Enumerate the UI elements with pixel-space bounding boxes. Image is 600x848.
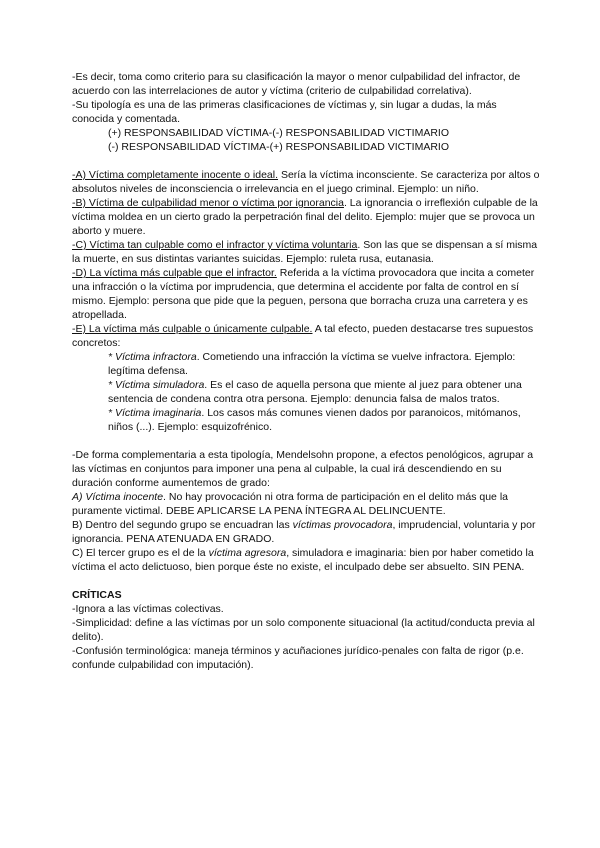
penal-group-c xyxy=(72,546,540,574)
penal-group-a-title: A) Víctima inocente xyxy=(72,491,164,503)
type-d-body: Referida a la víctima provocadora que incita a cometer una infracción o la víctima por imprudencia, que determina el accidente por falta de control en sí mismo. Ejemplo: persona que pide que la peguen, persona que borracha cruza una carretera y es atropellada. xyxy=(72,267,535,321)
critica-item-2: -Simplicidad: define a las víctimas por un solo componente situacional (la actitud/conducta previa al delito). xyxy=(72,617,535,643)
type-c-body: . Son las que se dispensan a sí misma la muerte, en sus distintas variantes suicidas. Ejemplo: ruleta rusa, eutanasia. xyxy=(72,239,538,265)
penal-group-b-term: víctimas provocadora xyxy=(292,519,393,531)
intro-paragraph-tipologia: -Su tipología es una de las primeras clasificaciones de víctimas y, sin lugar a dudas, la más conocida y comentada. xyxy=(72,99,497,125)
type-a-title: -A) Víctima completamente inocente o ideal. xyxy=(72,169,279,181)
penal-group-c-body: , simuladora e imaginaria: bien por haber cometido la víctima el acto delictuoso, bien porque éste no existe, el inculpado debe ser absuelto. SIN PENA. xyxy=(72,547,534,573)
type-e-title: -E) La víctima más culpable o únicamente culpable. xyxy=(72,323,313,335)
penal-group-b xyxy=(72,518,540,546)
subtype-infractora-title: * Víctima infractora xyxy=(108,351,197,363)
subtype-simuladora-title: * Víctima simuladora xyxy=(108,379,205,391)
penal-group-c-lead: C) El tercer grupo es el de la xyxy=(72,547,209,559)
type-d-title: -D) La víctima más culpable que el infractor. xyxy=(72,267,277,279)
responsabilidad-line-1: (+) RESPONSABILIDAD VÍCTIMA-(-) RESPONSABILIDAD VICTIMARIO xyxy=(108,127,450,139)
type-c xyxy=(72,238,540,266)
responsabilidad-line-2: (-) RESPONSABILIDAD VÍCTIMA-(+) RESPONSABILIDAD VICTIMARIO xyxy=(108,141,450,153)
type-c-title: -C) Víctima tan culpable como el infractor y víctima voluntaria xyxy=(72,239,358,251)
critica-item-3: -Confusión terminológica: maneja términos y acuñaciones jurídico-penales con falta de rigor (p.e. confunde culpabilidad con imputación). xyxy=(72,645,524,671)
critica-item-1: -Ignora a las víctimas colectivas. xyxy=(72,603,224,615)
subtype-infractora-body: . Cometiendo una infracción la víctima se vuelve infractora. Ejemplo: legítima defensa. xyxy=(108,351,516,377)
type-b xyxy=(72,196,540,238)
subtype-imaginaria xyxy=(72,406,540,434)
type-d xyxy=(72,266,540,322)
type-a-body: Sería la víctima inconsciente. Se caracteriza por altos o absolutos niveles de inconsciencia o irrelevancia en el juego criminal. Ejemplo: un niño. xyxy=(72,169,540,195)
subtype-imaginaria-title: * Víctima imaginaria xyxy=(108,407,202,419)
penal-group-b-body: , imprudencial, voluntaria y por ignorancia. PENA ATENUADA EN GRADO. xyxy=(72,519,536,545)
penal-group-a-body: . No hay provocación ni otra forma de participación en el delito más que la puramente victimal. DEBE APLICARSE LA PENA ÍNTEGRA AL DELINCUENTE. xyxy=(72,491,508,517)
type-e-body: A tal efecto, pueden destacarse tres supuestos concretos: xyxy=(72,323,534,349)
penal-group-b-lead: B) Dentro del segundo grupo se encuadran las xyxy=(72,519,293,531)
penal-group-a xyxy=(72,490,540,518)
type-e xyxy=(72,322,540,350)
criticas-heading: CRÍTICAS xyxy=(72,589,122,601)
subtype-imaginaria-body: . Los casos más comunes vienen dados por paranoicos, mitómanos, niños (...). Ejemplo: esquizofrénico. xyxy=(108,407,521,433)
subtype-infractora xyxy=(72,350,540,378)
type-b-title: -B) Víctima de culpabilidad menor o víctima por ignorancia xyxy=(72,197,344,209)
intro-paragraph-criterio: -Es decir, toma como criterio para su clasificación la mayor o menor culpabilidad del infractor, de acuerdo con las interrelaciones de autor y víctima (criterio de culpabilidad correlativa). xyxy=(72,71,521,97)
penal-group-c-term: víctima agresora xyxy=(208,547,287,559)
penal-intro: -De forma complementaria a esta tipología, Mendelsohn propone, a efectos penológicos, agrupar a las víctimas en conjuntos para imponer una pena al culpable, la cual irá descendiendo en su duración conforme aumentemos de grado: xyxy=(72,449,534,489)
subtype-simuladora xyxy=(72,378,540,406)
type-b-body: . La ignorancia o irreflexión culpable de la víctima moldea en un cierto grado la perpetración final del delito. Ejemplo: mujer que se provoca un aborto y muere. xyxy=(72,197,538,237)
type-a xyxy=(72,168,540,196)
subtype-simuladora-body: . Es el caso de aquella persona que miente al juez para obtener una sentencia de condena contra otra persona. Ejemplo: denuncia falsa de malos tratos. xyxy=(108,379,522,405)
